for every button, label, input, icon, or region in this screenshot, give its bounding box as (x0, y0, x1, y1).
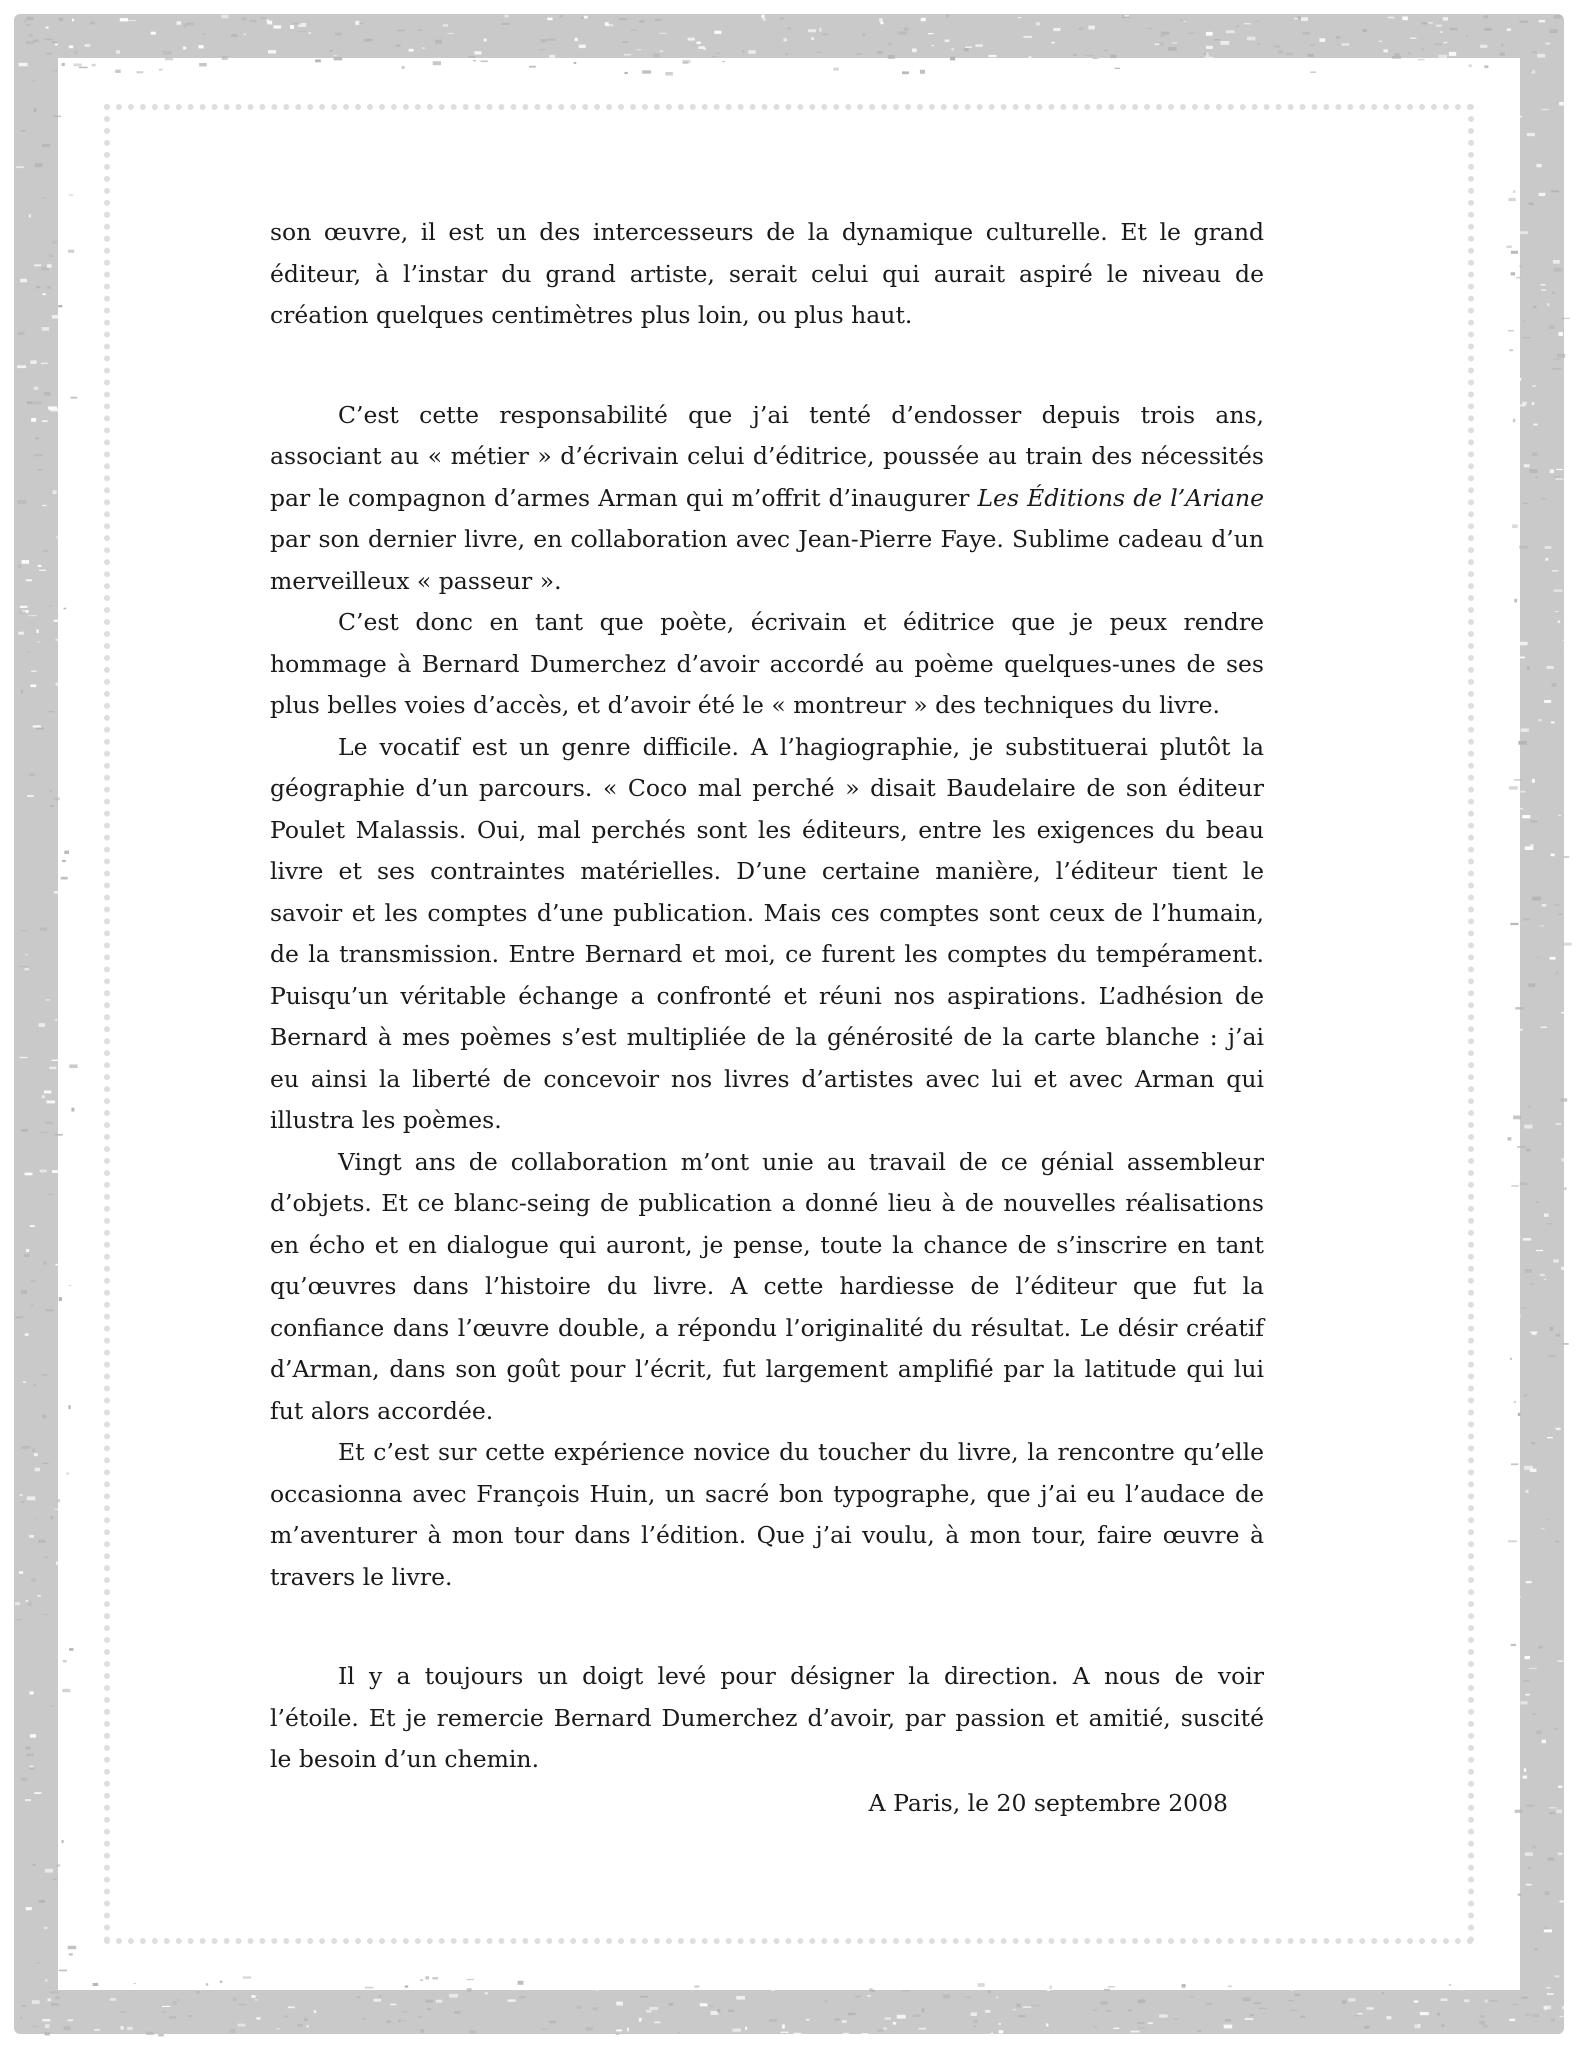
paragraph-6: Et c’est sur cette expérience novice du toucher du livre, la rencontre qu’elle occasionna avec François Huin, un sacré bon typographe, que j’ai eu l’audace de m’aventurer à mon tour dans l’édition. Que j’ai voulu, à mon tour, faire œuvre à travers le livre. (270, 1438, 1264, 1591)
frame-speckle-mark (1564, 1187, 1567, 1190)
paragraph-4: Le vocatif est un genre difficile. A l’hagiographie, je substituerai plutôt la géographie d’un parcours. « Coco mal perché » disait Baudelaire de son éditeur Poulet Malassis. Oui, mal perchés sont les éditeurs, entre les exigences du beau livre et ses contraintes matérielles. D’une certaine manière, l’éditeur tient le savoir et les comptes d’une publication. Mais ces comptes sont ceux de l’humain, de la transmission. Entre Bernard et moi, ce furent les comptes du tempérament. Puisqu’un véritable échange a confronté et réuni nos aspirations. L’adhésion de Bernard à mes poèmes s’est multipliée de la générosité de la carte blanche : j’ai eu ainsi la liberté de concevoir nos livres d’artistes avec lui et avec Arman qui illustra les poèmes. (270, 732, 1264, 1134)
frame-speckle-mark (158, 2034, 163, 2036)
paragraph-1: son œuvre, il est un des intercesseurs de la dynamique culturelle. Et le grand éditeur, à l’instar du grand artiste, serait celui qui aurait aspiré le niveau de création quelques centimètres plus loin, ou plus haut. (270, 218, 1264, 329)
dateline: A Paris, le 20 septembre 2008 (868, 1788, 1228, 1817)
frame-speckle-mark (1564, 652, 1568, 656)
paragraph-7: Il y a toujours un doigt levé pour désigner la direction. A nous de voir l’étoile. Et je remercie Bernard Dumerchez d’avoir, par passion et amitié, suscité le besoin d’un chemin. (270, 1662, 1264, 1773)
frame-speckle-mark (1563, 1343, 1569, 1345)
book-title-italic: Les Éditions de l’Ariane (977, 483, 1264, 512)
frame-speckle-mark (1563, 943, 1572, 946)
body-text (270, 212, 1264, 1824)
frame-speckle-mark (1564, 856, 1570, 858)
paragraph-3: C’est donc en tant que poète, écrivain et éditrice que je peux rendre hommage à Bernard Dumerchez d’avoir accordé au poème quelques-unes de ses plus belles voies d’accès, et d’avoir été le « montreur » des techniques du livre. (270, 608, 1264, 719)
paragraph-2-end: par son dernier livre, en collaboration avec Jean-Pierre Faye. Sublime cadeau d’un merveilleux « passeur ». (270, 525, 1264, 595)
paragraph-5: Vingt ans de collaboration m’ont unie au travail de ce génial assembleur d’objets. Et ce blanc-seing de publication a donné lieu à de nouvelles réalisations en écho et en dialogue qui auront, je pense, toute la chance de s’inscrire en tant qu’œuvres dans l’histoire du livre. A cette hardiesse de l’éditeur que fut la confiance dans l’œuvre double, a répondu l’originalité du résultat. Le désir créatif d’Arman, dans son goût pour l’écrit, fut largement amplifié par la latitude qui lui fut alors accordée. (270, 1147, 1264, 1425)
paragraph-2 (270, 395, 1264, 603)
paragraph-2-start: C’est cette responsabilité que j’ai tenté d’endosser depuis trois ans, associant au « métier » d’écrivain celui d’éditrice, poussée au train des nécessités par le compagnon d’armes Arman qui m’offrit d’inaugurer (270, 400, 1264, 512)
